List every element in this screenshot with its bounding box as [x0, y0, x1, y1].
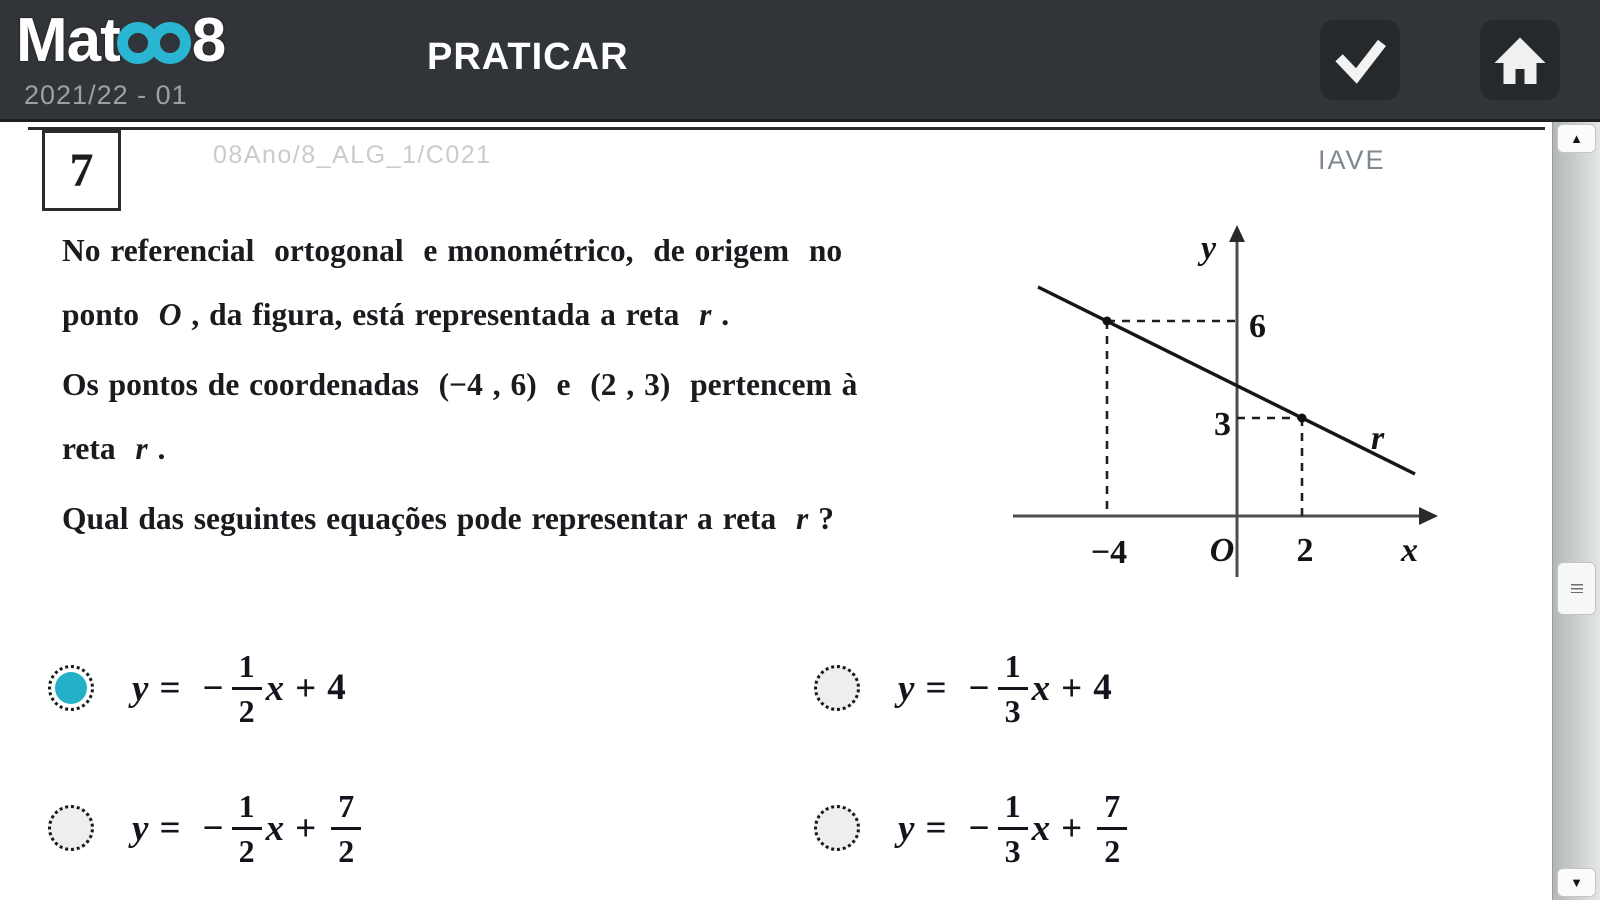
- tick-y-3: 3: [1214, 406, 1231, 443]
- logo-text-8: 8: [191, 6, 226, 75]
- radio-option-2[interactable]: [814, 665, 860, 711]
- session-label: 2021/22 - 01: [24, 80, 188, 110]
- equation-option-2: y = − $\frac{1}{3}$ x + 4: [898, 647, 1112, 729]
- tick-y-6: 6: [1249, 308, 1266, 345]
- origin-label: O: [1209, 532, 1235, 569]
- x-axis-label: x: [1401, 532, 1418, 569]
- dashed-guides: [1107, 321, 1302, 516]
- tick-x-2: 2: [1296, 532, 1314, 569]
- infinity-icon: [116, 16, 194, 66]
- line-r: [1038, 287, 1415, 474]
- y-axis-arrow: [1229, 225, 1245, 242]
- submit-check-button[interactable]: [1320, 20, 1400, 100]
- radio-option-1[interactable]: [48, 665, 94, 711]
- vertical-scrollbar[interactable]: [1552, 122, 1600, 900]
- question-line: Os pontos de coordenadas (−4 , 6) e (2 , 3) pertencem à: [62, 367, 858, 402]
- question-number-box: [42, 130, 121, 211]
- scrollbar-thumb[interactable]: [1557, 562, 1596, 615]
- point-2-3: [1298, 414, 1307, 423]
- scrollbar-grip: [1571, 584, 1583, 593]
- point-minus4-6: [1103, 317, 1112, 326]
- answer-option-2: [814, 632, 1112, 744]
- content-top-rule: [28, 127, 1545, 130]
- answer-option-3: [48, 768, 365, 888]
- equation-option-1: y = − $\frac{1}{2}$ x + 4: [132, 647, 346, 729]
- source-tag: IAVE: [1318, 145, 1386, 175]
- radio-option-3[interactable]: [48, 805, 94, 851]
- x-axis-arrow: [1419, 507, 1438, 525]
- scroll-down-icon: ▼: [1570, 875, 1583, 890]
- y-axis-label: y: [1201, 230, 1217, 267]
- line-graph-figure: [1005, 225, 1450, 577]
- page-title: PRATICAR: [427, 36, 629, 78]
- app-header: [0, 0, 1600, 122]
- question-line: Qual das seguintes equações pode representar a reta r ?: [62, 501, 834, 536]
- logo-text-mat: Mat: [16, 6, 120, 75]
- question-number: 7: [69, 144, 94, 197]
- line-r-label: r: [1371, 420, 1385, 457]
- answer-option-4: [814, 768, 1131, 888]
- scroll-up-icon: ▲: [1570, 131, 1583, 146]
- question-line: No referencial ortogonal e monométrico, de origem no: [62, 233, 843, 268]
- check-icon: [1331, 31, 1389, 89]
- equation-option-3: y = − $\frac{1}{2}$ x + $\frac{7}{2}$: [132, 787, 365, 870]
- radio-option-4[interactable]: [814, 805, 860, 851]
- equation-option-4: y = − $\frac{1}{3}$ x + $\frac{7}{2}$: [898, 787, 1131, 870]
- question-line: ponto O , da figura, está representada a reta r .: [62, 297, 730, 332]
- tick-x-minus4: −4: [1090, 534, 1128, 571]
- question-line: reta r .: [62, 431, 166, 466]
- scroll-down-button[interactable]: [1557, 868, 1596, 897]
- app-logo: [16, 2, 225, 76]
- home-button[interactable]: [1480, 20, 1560, 100]
- home-icon: [1490, 30, 1550, 90]
- question-text: [62, 219, 982, 551]
- answer-option-1: [48, 632, 346, 744]
- exercise-code-watermark: 08Ano/8_ALG_1/C021: [213, 141, 492, 169]
- scroll-up-button[interactable]: [1557, 124, 1596, 153]
